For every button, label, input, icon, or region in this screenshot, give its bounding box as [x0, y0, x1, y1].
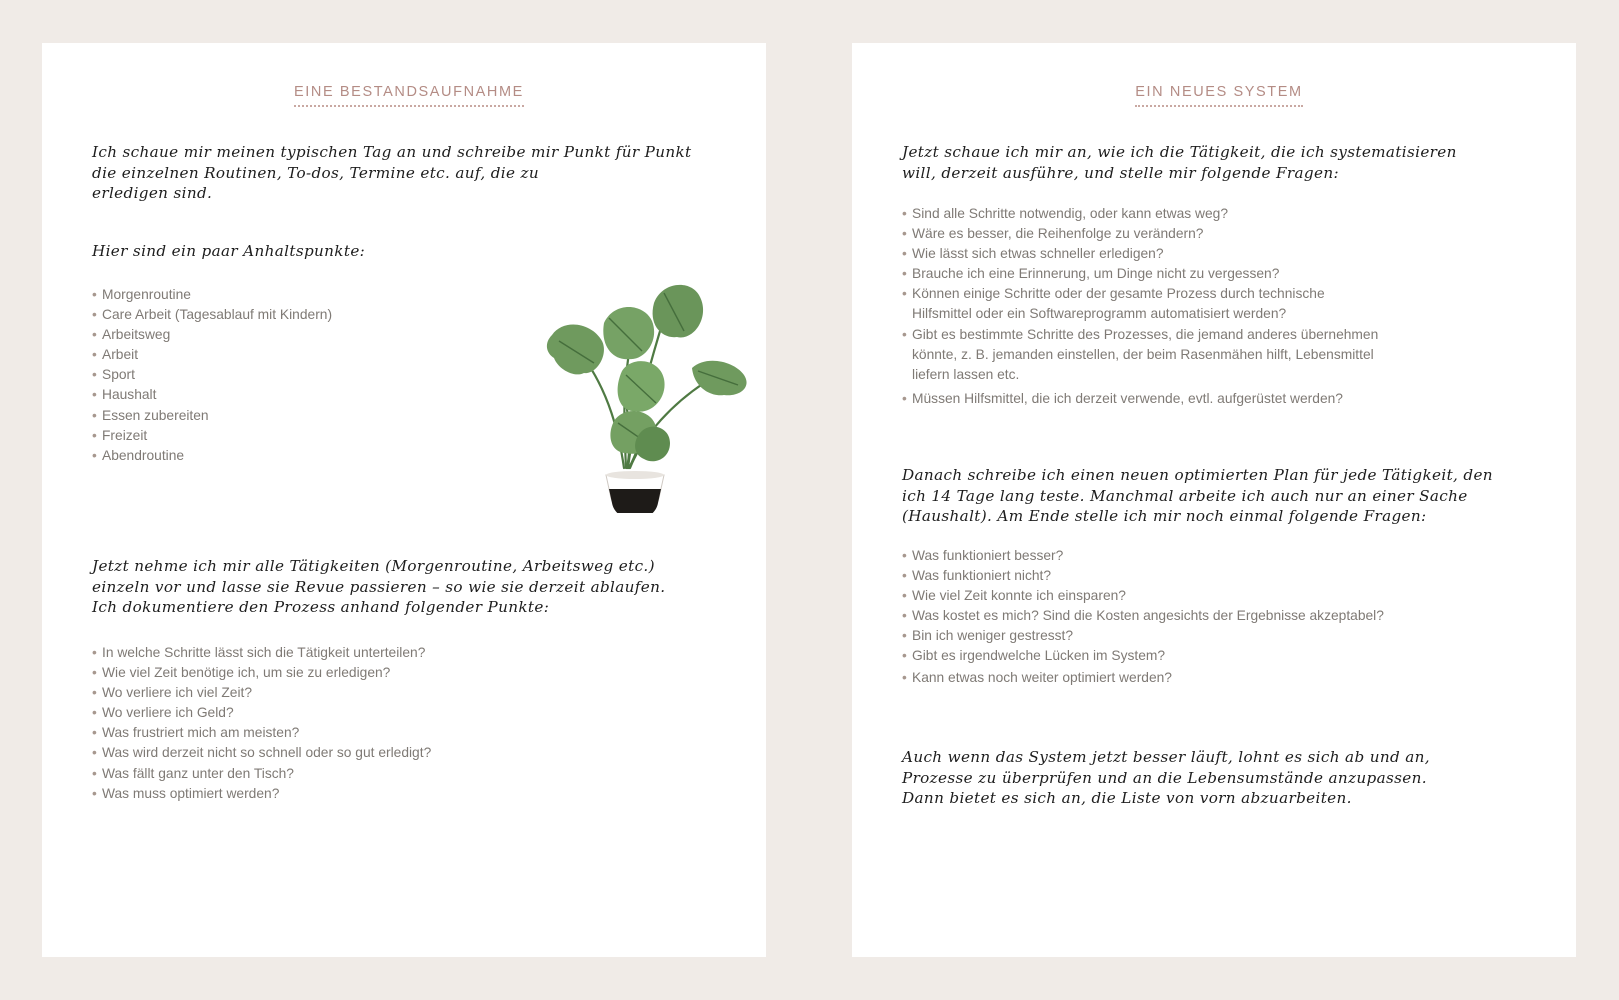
process-line: einzeln vor und lasse sie Revue passieren – so wie sie derzeit ablaufen.: [92, 577, 666, 596]
list-item-text: • Care Arbeit (Tagesablauf mit Kindern): [102, 307, 333, 323]
list-item: [92, 784, 431, 804]
list-item-text: • Morgenroutine: [102, 287, 191, 302]
list-item-text: • Gibt es irgendwelche Lücken im System?: [912, 648, 1166, 664]
list-item: [92, 345, 332, 365]
closing-line: Dann bietet es sich an, die Liste von vorn abzuarbeiten.: [902, 789, 1352, 807]
list-item: [902, 566, 1384, 586]
list-item-text: • Wie lässt sich etwas schneller erledigen?: [912, 246, 1164, 262]
list-item-text: • Freizeit: [102, 427, 148, 443]
list-item: [902, 389, 1378, 409]
list-item: [92, 446, 332, 466]
list-item: [92, 426, 332, 446]
list-item-text: • Was muss optimiert werden?: [102, 785, 280, 801]
list-item: [902, 626, 1384, 646]
left-intro-text: [92, 142, 692, 204]
list-item-text: • Bin ich weniger gestresst?: [912, 628, 1074, 644]
list-item-text: • Was fällt ganz unter den Tisch?: [102, 765, 294, 781]
list-item: [902, 284, 1378, 324]
list-item: [902, 264, 1378, 284]
list-item-text: • Abendroutine: [102, 447, 185, 463]
list-item-text: • Gibt es bestimmte Schritte des Prozesses, die jemand anderes übernehmen: [912, 326, 1379, 342]
list-item: [902, 224, 1378, 244]
list-item-text: liefern lassen etc.: [912, 366, 1020, 382]
plan-line: (Haushalt). Am Ende stelle ich mir noch einmal folgende Fragen:: [902, 507, 1427, 525]
list-item: [92, 406, 332, 426]
list-item-text: • Kann etwas noch weiter optimiert werden?: [912, 669, 1172, 685]
left-intro-line: Ich schaue mir meinen typischen Tag an und schreibe mir Punkt für Punkt: [92, 143, 692, 161]
list-item: [92, 683, 431, 703]
process-list: [92, 643, 431, 804]
list-item: [902, 325, 1378, 385]
review-list: [902, 546, 1384, 688]
list-item-text: • Wäre es besser, die Reihenfolge zu verändern?: [912, 226, 1204, 242]
list-item: [92, 743, 431, 763]
list-item-text: • In welche Schritte lässt sich die Tätigkeit unterteilen?: [102, 645, 426, 660]
closing-text: [902, 747, 1430, 809]
plan-line: ich 14 Tage lang teste. Manchmal arbeite ich auch nur an einer Sache: [902, 486, 1468, 505]
process-line: Jetzt nehme ich mir alle Tätigkeiten (Morgenroutine, Arbeitsweg etc.): [92, 557, 655, 575]
list-item: [902, 646, 1384, 666]
left-process-text: [92, 556, 665, 618]
list-item-text: • Wo verliere ich viel Zeit?: [102, 685, 253, 701]
list-item: [902, 586, 1384, 606]
right-title-text: EIN NEUES SYSTEM: [1135, 84, 1302, 107]
right-page: [852, 43, 1576, 957]
plan-line: Danach schreibe ich einen neuen optimierten Plan für jede Tätigkeit, den: [902, 466, 1493, 484]
plan-text: [902, 465, 1493, 527]
list-item: [92, 285, 332, 305]
list-item: [902, 668, 1384, 688]
list-item-text: • Was frustriert mich am meisten?: [102, 725, 300, 741]
closing-line: Auch wenn das System jetzt besser läuft, lohnt es sich ab und an,: [902, 748, 1430, 766]
list-item-text: • Können einige Schritte oder der gesamte Prozess durch technische: [912, 286, 1325, 302]
list-item-text: • Müssen Hilfsmittel, die ich derzeit verwende, evtl. aufgerüstet werden?: [912, 390, 1343, 406]
list-item: [92, 325, 332, 345]
potted-plant-icon: [514, 263, 764, 513]
list-item: [92, 385, 332, 405]
list-item: [902, 204, 1378, 224]
list-item-text: • Arbeitsweg: [102, 327, 171, 343]
list-item-text: • Was kostet es mich? Sind die Kosten angesichts der Ergebnisse akzeptabel?: [912, 608, 1384, 624]
list-item: [92, 703, 431, 723]
list-item-text: • Wo verliere ich Geld?: [102, 705, 234, 721]
list-item-text: • Wie viel Zeit benötige ich, um sie zu erledigen?: [102, 665, 391, 681]
list-item-text: • Brauche ich eine Erinnerung, um Dinge nicht zu vergessen?: [912, 266, 1280, 282]
left-section-title: [92, 83, 726, 107]
list-item-text: • Arbeit: [102, 347, 139, 363]
right-intro-line: will, derzeit ausführe, und stelle mir folgende Fragen:: [902, 163, 1339, 182]
anhalt-heading: [92, 241, 365, 262]
list-item-text: könnte, z. B. jemanden einstellen, der beim Rasenmähen hilft, Lebensmittel: [912, 346, 1374, 362]
list-item: [92, 365, 332, 385]
list-item: [902, 546, 1384, 566]
left-intro-line: die einzelnen Routinen, To-dos, Termine etc. auf, die zu: [92, 163, 539, 182]
list-item-text: • Essen zubereiten: [102, 407, 209, 423]
list-item: [92, 723, 431, 743]
closing-line: Prozesse zu überprüfen und an die Lebensumstände anzupassen.: [902, 768, 1427, 787]
anhalt-heading-text: Hier sind ein paar Anhaltspunkte:: [92, 242, 366, 260]
list-item-text: • Wie viel Zeit konnte ich einsparen?: [912, 588, 1126, 604]
list-item: [902, 606, 1384, 626]
list-item: [92, 663, 431, 683]
right-intro-text: [902, 142, 1457, 183]
left-page: [42, 43, 766, 957]
list-item-text: • Was wird derzeit nicht so schnell oder so gut erledigt?: [102, 745, 432, 761]
questions-list: [902, 204, 1378, 409]
list-item-text: • Was funktioniert nicht?: [912, 568, 1052, 584]
anhalt-list: [92, 285, 332, 466]
process-line: Ich dokumentiere den Prozess anhand folgender Punkte:: [92, 598, 550, 616]
list-item: [92, 764, 431, 784]
list-item: [92, 643, 431, 663]
list-item-text: Hilfsmittel oder ein Softwareprogramm automatisiert werden?: [912, 306, 1287, 322]
right-section-title: [902, 83, 1536, 107]
list-item-text: • Sind alle Schritte notwendig, oder kann etwas weg?: [912, 206, 1228, 221]
right-intro-line: Jetzt schaue ich mir an, wie ich die Tätigkeit, die ich systematisieren: [902, 143, 1457, 161]
list-item-text: • Was funktioniert besser?: [912, 548, 1064, 563]
left-title-text: EINE BESTANDSAUFNAHME: [294, 84, 524, 107]
list-item: [92, 305, 332, 325]
list-item-text: • Sport: [102, 367, 135, 383]
left-intro-line: erledigen sind.: [92, 184, 213, 202]
list-item: [902, 244, 1378, 264]
list-item-text: • Haushalt: [102, 387, 157, 403]
